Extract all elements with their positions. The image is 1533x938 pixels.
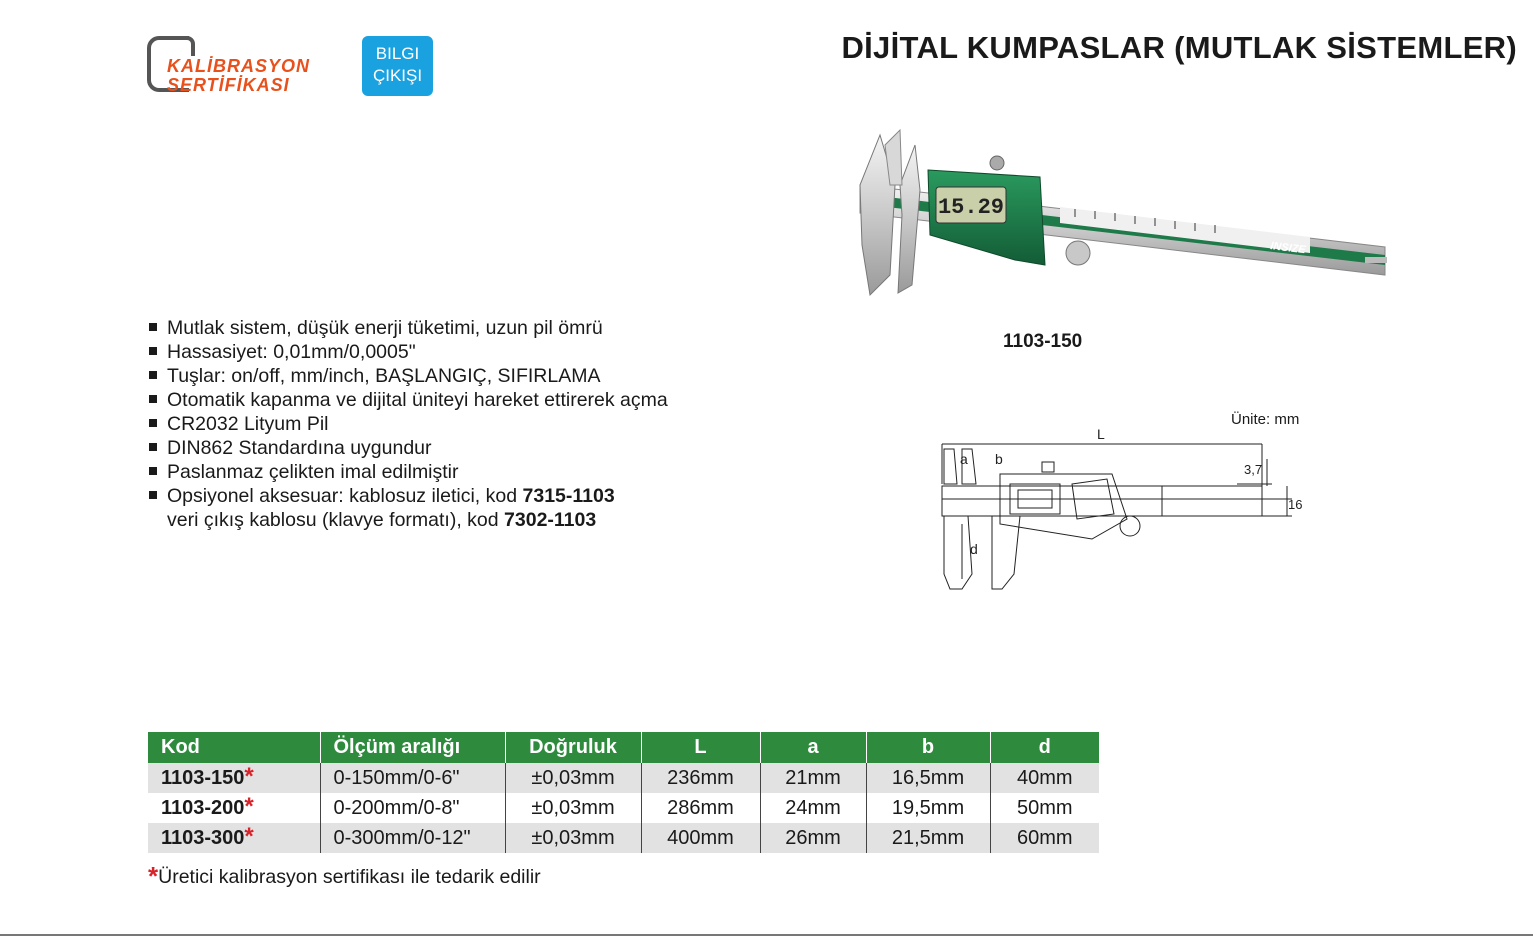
photo-caption: 1103-150 <box>1003 331 1083 352</box>
footnote <box>148 861 541 891</box>
info-output-badge <box>362 36 433 96</box>
col-header-d: d <box>990 732 1099 763</box>
row-d: 50mm <box>990 793 1099 823</box>
bullet-icon <box>149 347 157 355</box>
dimension-diagram <box>932 424 1302 594</box>
col-header-accuracy: Doğruluk <box>505 732 641 763</box>
row-a: 21mm <box>760 763 866 793</box>
bullet-icon <box>149 371 157 379</box>
col-header-a: a <box>760 732 866 763</box>
row-a: 26mm <box>760 823 866 853</box>
row-L: 236mm <box>641 763 760 793</box>
logo-line1: KALİBRASYON <box>167 56 311 76</box>
col-header-b: b <box>866 732 990 763</box>
feature-item: Otomatik kapanma ve dijital üniteyi hareket ettirerek açma <box>148 388 668 412</box>
col-header-code: Kod <box>148 732 320 763</box>
bullet-icon <box>149 419 157 427</box>
row-L: 400mm <box>641 823 760 853</box>
row-d: 40mm <box>990 763 1099 793</box>
row-range: 0-300mm/0-12" <box>320 823 505 853</box>
feature-item: Tuşlar: on/off, mm/inch, BAŞLANGIÇ, SIFIRLAMA <box>148 364 668 388</box>
dim-L-label: L <box>1097 426 1105 442</box>
caliper-photo <box>840 125 1400 320</box>
accessory-code-1: 7315-1103 <box>522 485 615 507</box>
dim-a-label: a <box>960 451 968 467</box>
logo-line2: SERTİFİKASI <box>167 75 290 95</box>
spec-table <box>148 732 1099 853</box>
bullet-icon <box>149 323 157 331</box>
bullet-icon <box>149 491 157 499</box>
table-row <box>148 823 1099 853</box>
row-code: 1103-300 <box>161 826 245 849</box>
table-row <box>148 793 1099 823</box>
row-range: 0-200mm/0-8" <box>320 793 505 823</box>
bullet-icon <box>149 395 157 403</box>
dim-16-label: 16 <box>1288 497 1302 512</box>
bottom-divider <box>0 934 1533 936</box>
row-b: 16,5mm <box>866 763 990 793</box>
calibration-star: * <box>244 822 254 850</box>
page-title: DİJİTAL KUMPASLAR (MUTLAK SİSTEMLER) <box>841 30 1517 65</box>
dim-d-label: d <box>970 541 978 557</box>
bullet-icon <box>149 467 157 475</box>
row-accuracy: ±0,03mm <box>505 793 641 823</box>
feature-item: CR2032 Lityum Pil <box>148 412 668 436</box>
row-a: 24mm <box>760 793 866 823</box>
logo-bracket-top <box>183 36 195 56</box>
feature-item: DIN862 Standardına uygundur <box>148 436 668 460</box>
photo-brand: INSIZE <box>1269 240 1307 257</box>
feature-item-accessories: Opsiyonel aksesuar: kablosuz iletici, kod 7315-1103 veri çıkış kablosu (klavye formatı), kod 7302-1103 <box>148 484 668 532</box>
feature-list <box>148 316 668 532</box>
calibration-certificate-logo <box>147 34 332 96</box>
info-badge-line1: BILGI <box>375 44 420 63</box>
row-accuracy: ±0,03mm <box>505 763 641 793</box>
feature-item: Hassasiyet: 0,01mm/0,0005" <box>148 340 668 364</box>
accessory-code-2: 7302-1103 <box>504 509 597 531</box>
info-badge-line2: ÇIKIŞI <box>372 66 423 85</box>
row-range: 0-150mm/0-6" <box>320 763 505 793</box>
row-d: 60mm <box>990 823 1099 853</box>
row-code: 1103-200 <box>161 796 245 819</box>
row-code: 1103-150 <box>161 766 245 789</box>
footnote-text: Üretici kalibrasyon sertifikası ile tedarik edilir <box>158 866 541 888</box>
calibration-star: * <box>244 762 254 790</box>
col-header-range: Ölçüm aralığı <box>320 732 505 763</box>
bullet-icon <box>149 443 157 451</box>
feature-item: Paslanmaz çelikten imal edilmiştir <box>148 460 668 484</box>
row-L: 286mm <box>641 793 760 823</box>
table-header-row <box>148 732 1099 763</box>
row-b: 21,5mm <box>866 823 990 853</box>
dim-b-label: b <box>995 451 1003 467</box>
calibration-star: * <box>244 792 254 820</box>
row-b: 19,5mm <box>866 793 990 823</box>
photo-display-value: 15.29 <box>937 195 1005 220</box>
unit-label: Ünite: mm <box>1231 411 1300 428</box>
table-row <box>148 763 1099 793</box>
footnote-star: * <box>148 861 159 891</box>
row-accuracy: ±0,03mm <box>505 823 641 853</box>
col-header-L: L <box>641 732 760 763</box>
feature-item: Mutlak sistem, düşük enerji tüketimi, uzun pil ömrü <box>148 316 668 340</box>
dim-3-7-label: 3,7 <box>1244 462 1263 477</box>
